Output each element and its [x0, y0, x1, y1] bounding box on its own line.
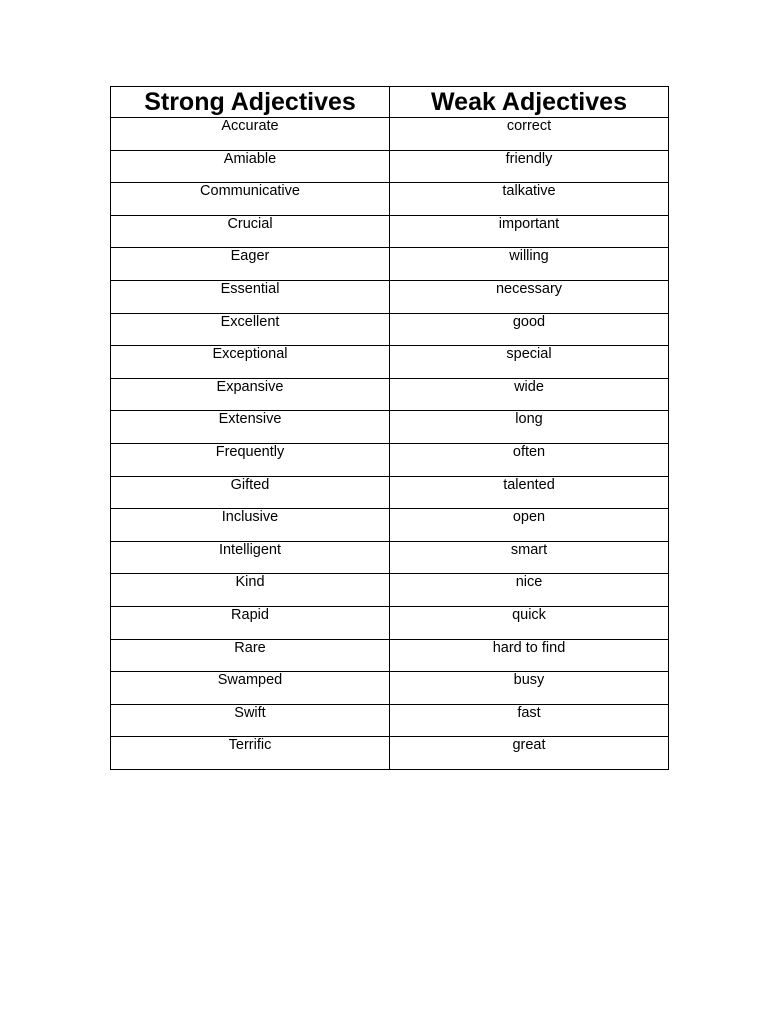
strong-adjective-cell: Swift: [111, 704, 390, 737]
weak-adjective-cell: hard to find: [390, 639, 669, 672]
table-row: [111, 248, 669, 281]
strong-adjective-cell: Expansive: [111, 378, 390, 411]
weak-adjective-cell: nice: [390, 574, 669, 607]
table-row: [111, 118, 669, 151]
weak-adjective-cell: wide: [390, 378, 669, 411]
weak-adjective-cell: fast: [390, 704, 669, 737]
strong-adjective-cell: Amiable: [111, 150, 390, 183]
weak-adjective-cell: quick: [390, 606, 669, 639]
strong-adjective-cell: Rapid: [111, 606, 390, 639]
table-row: [111, 411, 669, 444]
weak-adjective-cell: often: [390, 443, 669, 476]
weak-adjective-cell: good: [390, 313, 669, 346]
table-row: [111, 639, 669, 672]
weak-adjective-cell: long: [390, 411, 669, 444]
strong-adjective-cell: Inclusive: [111, 509, 390, 542]
table-row: [111, 313, 669, 346]
weak-adjective-cell: necessary: [390, 280, 669, 313]
table-row: [111, 737, 669, 770]
strong-adjective-cell: Accurate: [111, 118, 390, 151]
adjectives-table: [110, 86, 669, 770]
strong-adjective-cell: Communicative: [111, 183, 390, 216]
table-row: [111, 215, 669, 248]
table-body: [111, 118, 669, 770]
table-row: [111, 150, 669, 183]
strong-adjective-cell: Excellent: [111, 313, 390, 346]
weak-adjective-cell: smart: [390, 541, 669, 574]
table-row: [111, 509, 669, 542]
strong-adjective-cell: Exceptional: [111, 346, 390, 379]
weak-adjective-cell: talented: [390, 476, 669, 509]
strong-adjective-cell: Kind: [111, 574, 390, 607]
table-row: [111, 183, 669, 216]
strong-adjective-cell: Frequently: [111, 443, 390, 476]
strong-adjective-cell: Swamped: [111, 672, 390, 705]
table-row: [111, 280, 669, 313]
table-row: [111, 574, 669, 607]
strong-adjective-cell: Eager: [111, 248, 390, 281]
table-row: [111, 476, 669, 509]
table-row: [111, 541, 669, 574]
header-strong-adjectives: Strong Adjectives: [111, 87, 390, 118]
table-row: [111, 346, 669, 379]
strong-adjective-cell: Intelligent: [111, 541, 390, 574]
weak-adjective-cell: talkative: [390, 183, 669, 216]
weak-adjective-cell: friendly: [390, 150, 669, 183]
strong-adjective-cell: Essential: [111, 280, 390, 313]
weak-adjective-cell: open: [390, 509, 669, 542]
weak-adjective-cell: willing: [390, 248, 669, 281]
strong-adjective-cell: Gifted: [111, 476, 390, 509]
weak-adjective-cell: important: [390, 215, 669, 248]
weak-adjective-cell: special: [390, 346, 669, 379]
strong-adjective-cell: Terrific: [111, 737, 390, 770]
weak-adjective-cell: busy: [390, 672, 669, 705]
weak-adjective-cell: great: [390, 737, 669, 770]
header-row: [111, 87, 669, 118]
strong-adjective-cell: Crucial: [111, 215, 390, 248]
weak-adjective-cell: correct: [390, 118, 669, 151]
strong-adjective-cell: Extensive: [111, 411, 390, 444]
table-row: [111, 443, 669, 476]
table-row: [111, 672, 669, 705]
table-row: [111, 378, 669, 411]
strong-adjective-cell: Rare: [111, 639, 390, 672]
header-weak-adjectives: Weak Adjectives: [390, 87, 669, 118]
table-row: [111, 606, 669, 639]
table-row: [111, 704, 669, 737]
